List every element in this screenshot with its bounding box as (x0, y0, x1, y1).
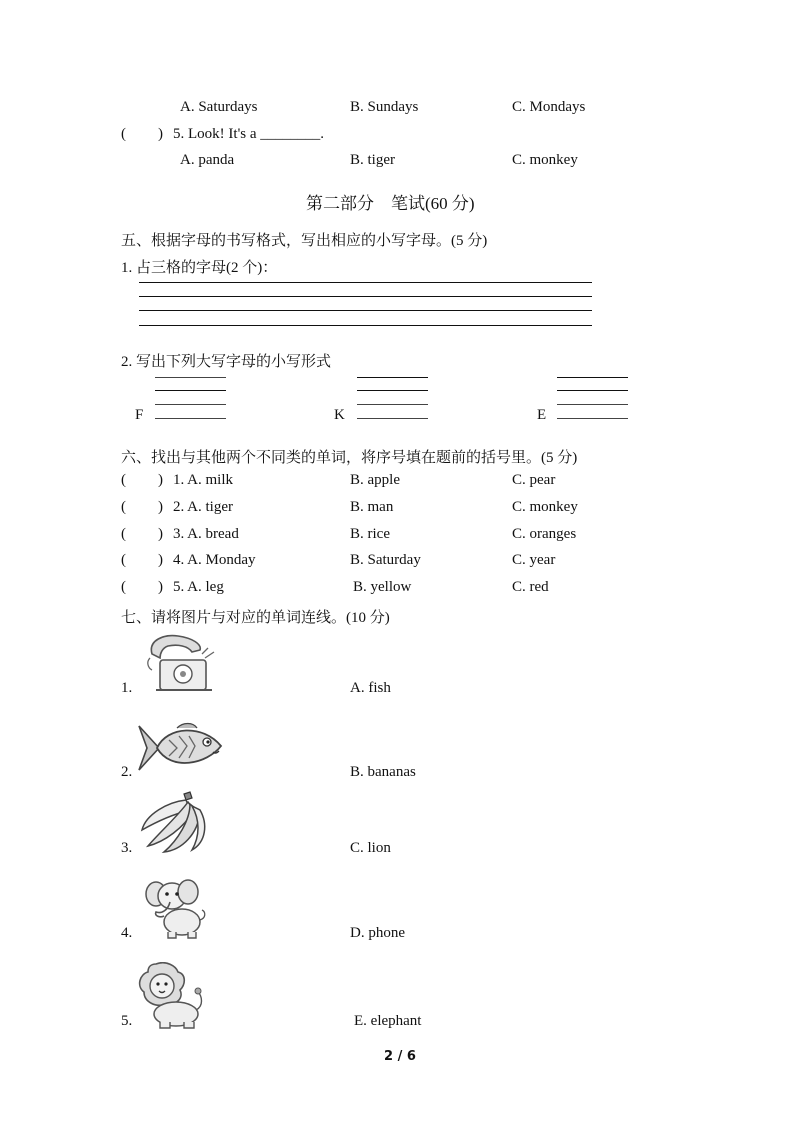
q4-item5-option-c: C. monkey (512, 152, 578, 168)
grid-line (557, 377, 628, 378)
grid-line (155, 377, 226, 378)
answer-paren-close: ) (158, 552, 163, 568)
q6-option-c: C. year (512, 552, 556, 568)
q7-item-number: 3. (121, 840, 133, 856)
q4-item5-stem: 5. Look! It's a ________. (173, 126, 325, 142)
grid-line (357, 377, 428, 378)
q6-option-b: B. apple (350, 472, 400, 488)
q7-item-number: 5. (121, 1013, 133, 1029)
answer-paren-open: ( (121, 552, 126, 568)
q6-option-c: C. red (512, 579, 549, 595)
grid-line (357, 390, 428, 391)
q6-option-b: B. yellow (353, 579, 412, 595)
grid-line (155, 390, 226, 391)
q7-word-d: D. phone (350, 925, 405, 941)
grid-line (357, 418, 428, 419)
letter-e: E (537, 407, 547, 423)
q4-item4-option-b: B. Sundays (350, 99, 419, 115)
grid-line (139, 282, 592, 283)
q4-item4-option-c: C. Mondays (512, 99, 586, 115)
q4-item5-option-a: A. panda (180, 152, 235, 168)
q6-option-b: B. man (350, 499, 394, 515)
q6-option-b: B. Saturday (350, 552, 421, 568)
grid-line (155, 404, 226, 405)
answer-paren-open: ( (121, 472, 126, 488)
q6-option-a: 4. A. Monday (173, 552, 256, 568)
q5-heading: 五、根据字母的书写格式，写出相应的小写字母。(5 分) (121, 233, 488, 249)
grid-line (557, 418, 628, 419)
answer-paren-close: ) (158, 579, 163, 595)
q6-option-c: C. pear (512, 472, 556, 488)
grid-line (357, 404, 428, 405)
q6-option-c: C. oranges (512, 526, 577, 542)
grid-line (557, 404, 628, 405)
q6-option-a: 3. A. bread (173, 526, 239, 542)
fish-icon (137, 720, 225, 776)
answer-paren-close: ) (158, 499, 163, 515)
q7-word-b: B. bananas (350, 764, 416, 780)
q7-item-number: 4. (121, 925, 133, 941)
q7-word-c: C. lion (350, 840, 391, 856)
q7-word-a: A. fish (350, 680, 391, 696)
page-number: 2 / 6 (384, 1049, 416, 1064)
answer-paren-open: ( (121, 499, 126, 515)
grid-line (139, 325, 592, 326)
q7-item-number: 2. (121, 764, 133, 780)
q6-option-c: C. monkey (512, 499, 578, 515)
answer-paren-open: ( (121, 579, 126, 595)
q6-heading: 六、找出与其他两个不同类的单词，将序号填在题前的括号里。(5 分) (121, 450, 578, 466)
q5-sub1: 1. 占三格的字母(2 个)： (121, 260, 278, 276)
part2-title: 第二部分 笔试(60 分) (306, 194, 475, 213)
q7-item-number: 1. (121, 680, 133, 696)
q6-option-a: 5. A. leg (173, 579, 224, 595)
q6-option-a: 1. A. milk (173, 472, 234, 488)
q7-word-e: E. elephant (354, 1013, 422, 1029)
letter-f: F (135, 407, 144, 423)
lion-icon (136, 962, 206, 1030)
q7-heading: 七、请将图片与对应的单词连线。(10 分) (121, 610, 390, 626)
elephant-icon (142, 876, 208, 940)
letter-k: K (334, 407, 345, 423)
q6-option-a: 2. A. tiger (173, 499, 233, 515)
answer-paren-open: ( (121, 526, 126, 542)
grid-line (155, 418, 226, 419)
answer-paren-close: ) (158, 472, 163, 488)
grid-line (139, 310, 592, 311)
phone-icon (142, 632, 220, 694)
answer-paren-open: ( (121, 126, 126, 142)
bananas-icon (138, 790, 208, 856)
answer-paren-close: ) (158, 126, 163, 142)
q4-item4-option-a: A. Saturdays (180, 99, 258, 115)
q6-option-b: B. rice (350, 526, 390, 542)
q4-item5-option-b: B. tiger (350, 152, 395, 168)
answer-paren-close: ) (158, 526, 163, 542)
grid-line (139, 296, 592, 297)
grid-line (557, 390, 628, 391)
q5-sub2: 2. 写出下列大写字母的小写形式 (121, 354, 332, 370)
